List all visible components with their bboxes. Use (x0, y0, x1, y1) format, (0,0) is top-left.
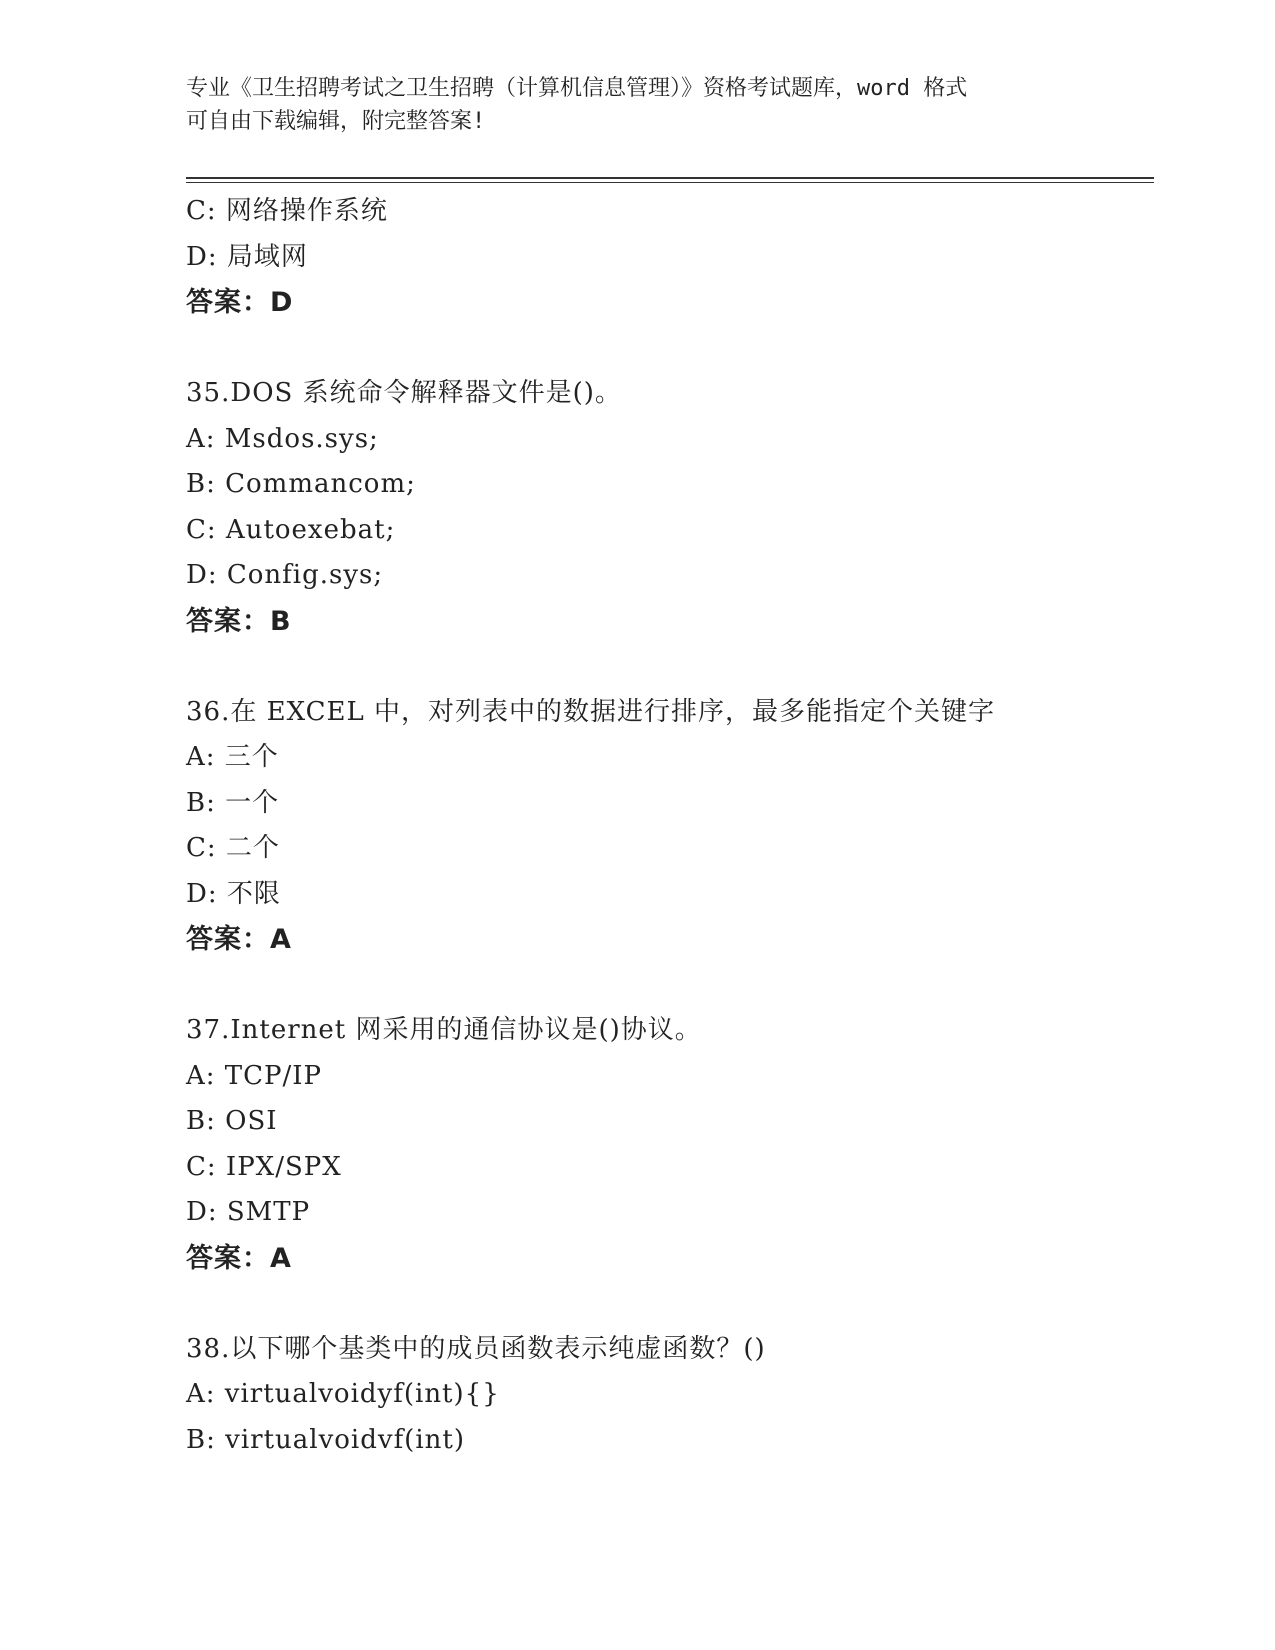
question-stem: 35.DOS 系统命令解释器文件是()。 (186, 378, 622, 408)
spacer (186, 326, 1154, 372)
option-b: B: OSI (186, 1106, 278, 1136)
option-a: A: 三个 (186, 742, 279, 772)
answer-line: 答案：D (186, 287, 294, 318)
spacer (186, 963, 1154, 1009)
option-c: C: 二个 (186, 833, 280, 863)
option-c: C: Autoexebat; (186, 514, 396, 545)
spacer (186, 1281, 1154, 1327)
option-d: D: Config.sys; (186, 560, 384, 590)
option-b: B: 一个 (186, 787, 280, 818)
option-b: B: virtualvoidvf(int) (186, 1424, 465, 1455)
answer-line: 答案：A (186, 1242, 292, 1274)
header-rule-thin (186, 182, 1154, 183)
option-c: C: IPX/SPX (186, 1151, 342, 1182)
option-c: C: 网络操作系统 (186, 196, 388, 226)
option-d: D: 不限 (186, 878, 281, 909)
document-header (186, 72, 1086, 138)
header-rule-thick (186, 177, 1154, 179)
spacer (186, 644, 1154, 690)
option-a: A: virtualvoidyf(int){} (186, 1379, 500, 1409)
question-list (186, 189, 1154, 1463)
option-b: B: Commancom; (186, 469, 416, 499)
option-a: A: TCP/IP (186, 1060, 323, 1091)
question-stem: 37.Internet 网采用的通信协议是()协议。 (186, 1015, 702, 1045)
option-d: D: 局域网 (186, 241, 308, 272)
header-line-2: 可自由下载编辑，附完整答案! (186, 109, 486, 134)
option-d: D: SMTP (186, 1197, 311, 1227)
option-a: A: Msdos.sys; (186, 423, 379, 454)
header-line-1: 专业《卫生招聘考试之卫生招聘（计算机信息管理）》资格考试题库，word 格式 (186, 76, 968, 101)
question-stem: 36.在 EXCEL 中，对列表中的数据进行排序，最多能指定个关键字 (186, 696, 996, 727)
answer-line: 答案：A (186, 924, 292, 955)
answer-line: 答案：B (186, 605, 292, 637)
question-stem: 38.以下哪个基类中的成员函数表示纯虚函数？() (186, 1333, 766, 1364)
